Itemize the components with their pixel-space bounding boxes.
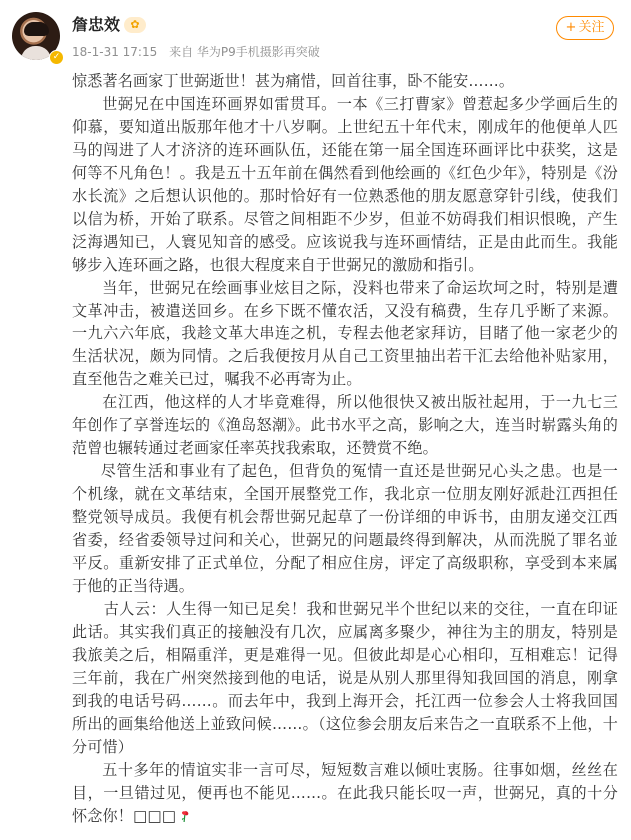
- follow-label: 关注: [578, 20, 605, 35]
- post-paragraph: 当年，世弼兄在绘画事业炫目之际，没料也带来了命运坎坷之时，特别是遭文革冲击，被遣送回乡。在乡下既不懂农活，又没有稿费，生存几乎断了来源。一九六六年底，我趁文革大串连之机，专程去他老家拜访，目睹了他一家老少的生活状况，颇为同情。之后我便按月从自己工资里抽出若干汇去给他补贴家用，直至他告之难关已过，嘱我不必再寄为止。: [72, 278, 618, 389]
- post-paragraph: 尽管生活和事业有了起色，但背负的冤情一直还是世弼兄心头之患。也是一个机缘，就在文革结束，全国开展整党工作，我北京一位朋友刚好派赴江西担任整党领导成员。我便有机会帮世弼兄起草了一份详细的申诉书，由朋友递交江西省委，经省委领导过问和关心，世弼兄的问题最终得到解决，从而洗脱了罪名並平反。重新安排了正式单位，分配了相应住房，评定了高级职称，享受到本来属于他的正当待遇。: [72, 462, 618, 595]
- post-meta: [72, 44, 320, 60]
- plus-icon: +: [565, 20, 577, 35]
- post-source[interactable]: 来自 华为P9手机摄影再突破: [169, 45, 320, 59]
- post-paragraph: 在江西，他这样的人才毕竟难得，所以他很快又被出版社起用，于一九七三年创作了享誉连坛的《渔岛怒潮》。此书水平之高，影响之大，连当时崭露头角的范曾也辗转通过老画家任率英找我索取，还赞赏不绝。: [72, 393, 618, 458]
- rose-icon: [177, 807, 193, 823]
- post-content: [72, 70, 618, 840]
- post-paragraph: 惊悉著名画家丁世弼逝世！甚为痛惜，回首往事，卧不能安……。: [72, 72, 515, 90]
- vip-icon: ✿: [124, 17, 146, 33]
- verified-badge: ✓: [49, 50, 64, 65]
- post-final-text: 五十多年的情谊实非一言可尽，短短数言难以倾吐衷肠。往事如烟，丝丝在目，一旦错过见，便再也不能见……。在此我只能长叹一声，世弼兄，真的十分怀念你！: [72, 760, 618, 825]
- post-paragraph: 古人云：人生得一知已足矣！我和世弼兄半个世纪以来的交往，一直在印证此话。其实我们真正的接触没有几次，应属离多聚少，神往为主的朋友，特别是我旅美之后，相隔重洋，更是难得一见。但彼此却是心心相印，互相难忘！记得三年前，我在广州突然接到他的电话，说是从别人那里得知我回国的消息，刚拿到我的电话号码……。而去年中，我到上海开会，托江西一位参会人士将我回国所出的画集给他送上並致问候……。（这位参会朋友后来告之一直联系不上他，十分可惜）: [72, 599, 618, 756]
- follow-button[interactable]: [556, 16, 614, 40]
- username[interactable]: 詹忠效: [72, 15, 121, 34]
- timestamp[interactable]: 18-1-31 17:15: [72, 45, 158, 59]
- emoji-placeholder: □□□: [132, 806, 177, 825]
- post-paragraph: 世弼兄在中国连环画界如雷贯耳。一本《三打曹家》曾惹起多少学画后生的仰慕，要知道出版那年他才十八岁啊。上世纪五十年代末，刚成年的他便单人匹马的闯进了人才济济的连环画队伍，还能在第一届全国连环画评比中获奖，这是何等不凡角色！。我是五十五年前在偶然看到他绘画的《红色少年》，特别是《汾水长流》之后想认识他的。那时恰好有一位熟悉他的朋友愿意穿针引线，使我们以信为桥，开始了联系。尽管之间相距不少岁，但並不妨碍我们相识恨晚，产生泛海遇知已，人寰见知音的感受。应该说我与连环画情结，正是由此而生。我能够步入连环画之路，也很大程度来自于世弼兄的激励和指引。: [72, 94, 618, 274]
- post-paragraph: [72, 759, 618, 828]
- post-header: [0, 0, 631, 70]
